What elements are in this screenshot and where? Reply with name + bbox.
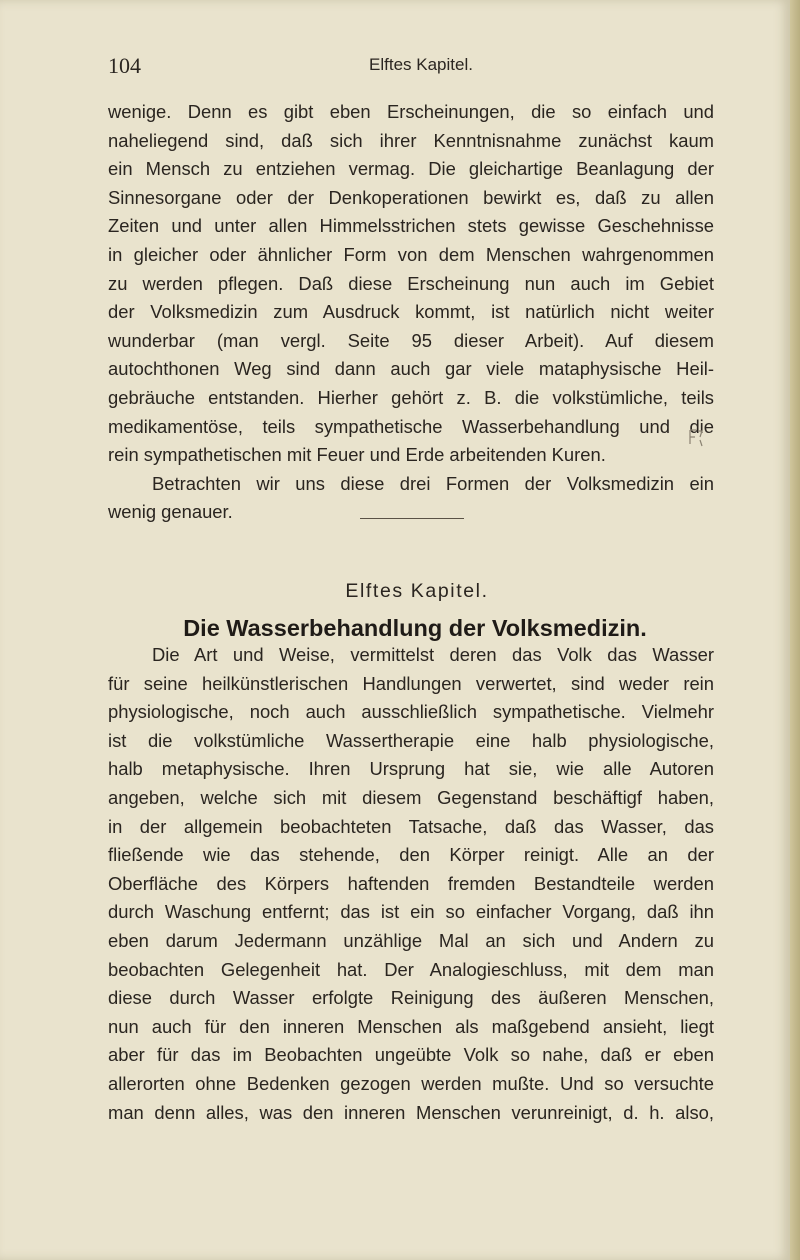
text-line: der Volksmedizin zum Ausdruck kommt, ist natürlich nicht weiter <box>108 301 714 323</box>
text-line: aber für das im Beobachten ungeübte Volk so nahe, daß er eben <box>108 1044 714 1066</box>
text-line: eben darum Jedermann unzählige Mal an sich und Andern zu <box>108 929 714 951</box>
running-header <box>108 53 714 83</box>
text-line: Sinnesorgane oder der Denkoperationen bewirkt es, daß zu allen <box>108 186 714 208</box>
text-line: medikamentöse, teils sympathetische Wasserbehandlung und die <box>108 415 714 437</box>
footnote-mark-icon <box>688 428 704 448</box>
text-line: Oberfläche des Körpers haftenden fremden Bestandteile werden <box>108 872 714 894</box>
text-line: halb metaphysische. Ihren Ursprung hat sie, wie alle Autoren <box>108 758 714 780</box>
text-line: fließende wie das stehende, den Körper reinigt. Alle an der <box>108 844 714 866</box>
text-line: in gleicher oder ähnlicher Form von dem Menschen wahrgenommen <box>108 243 714 265</box>
page-edge <box>790 0 800 1260</box>
text-line: angeben, welche sich mit diesem Gegenstand beschäftigf haben, <box>108 786 714 808</box>
text-line: ein Mensch zu entziehen vermag. Die gleichartige Beanlagung der <box>108 158 714 180</box>
text-line: nun auch für den inneren Menschen als maßgebend ansieht, liegt <box>108 1015 714 1037</box>
text-line: Betrachten wir uns diese drei Formen der Volksmedizin ein <box>152 472 714 494</box>
text-line: rein sympathetischen mit Feuer und Erde arbeitenden Kuren. <box>108 444 606 466</box>
page-number: 104 <box>108 53 141 78</box>
running-title: Elftes Kapitel. <box>369 55 473 74</box>
text-line: diese durch Wasser erfolgte Reinigung des äußeren Menschen, <box>108 987 714 1009</box>
text-line: in der allgemein beobachteten Tatsache, daß das Wasser, das <box>108 815 714 837</box>
text-line: autochthonen Weg sind dann auch gar viele mataphysische Heil- <box>108 358 714 380</box>
text-line: gebräuche entstanden. Hierher gehört z. B. die volkstümliche, teils <box>108 386 714 408</box>
text-line: man denn alles, was den inneren Menschen verunreinigt, d. h. also, <box>108 1101 714 1123</box>
text-line: Zeiten und unter allen Himmelsstrichen stets gewisse Geschehnisse <box>108 215 714 237</box>
paragraph-1 <box>108 98 714 527</box>
text-line: physiologische, noch auch ausschließlich sympathetische. Vielmehr <box>108 701 714 723</box>
text-line: wunderbar (man vergl. Seite 95 dieser Arbeit). Auf diesem <box>108 329 714 351</box>
text-line: ist die volkstümliche Wassertherapie eine halb physiologische, <box>108 729 714 751</box>
text-line: Die Art und Weise, vermittelst deren das Volk das Wasser <box>152 644 714 665</box>
paragraph-2 <box>108 641 714 1127</box>
text-line: wenige. Denn es gibt eben Erscheinungen, die so einfach und <box>108 101 714 122</box>
section-divider <box>360 518 464 519</box>
text-line: durch Waschung entfernt; das ist ein so einfacher Vorgang, daß ihn <box>108 901 714 923</box>
text-line: wenig genauer. <box>108 501 233 523</box>
text-line: naheliegend sind, daß sich ihrer Kenntnisnahme zunächst kaum <box>108 129 714 151</box>
chapter-label: Elftes Kapitel. <box>345 580 489 602</box>
text-line: beobachten Gelegenheit hat. Der Analogieschluss, mit dem man <box>108 958 714 980</box>
text-line: zu werden pflegen. Daß diese Erscheinung nun auch im Gebiet <box>108 272 714 294</box>
chapter-title: Die Wasserbehandlung der Volksmedizin. <box>183 615 647 641</box>
text-line: allerorten ohne Bedenken gezogen werden mußte. Und so versuchte <box>108 1072 714 1094</box>
text-line: für seine heilkünstlerischen Handlungen verwertet, sind weder rein <box>108 672 714 694</box>
